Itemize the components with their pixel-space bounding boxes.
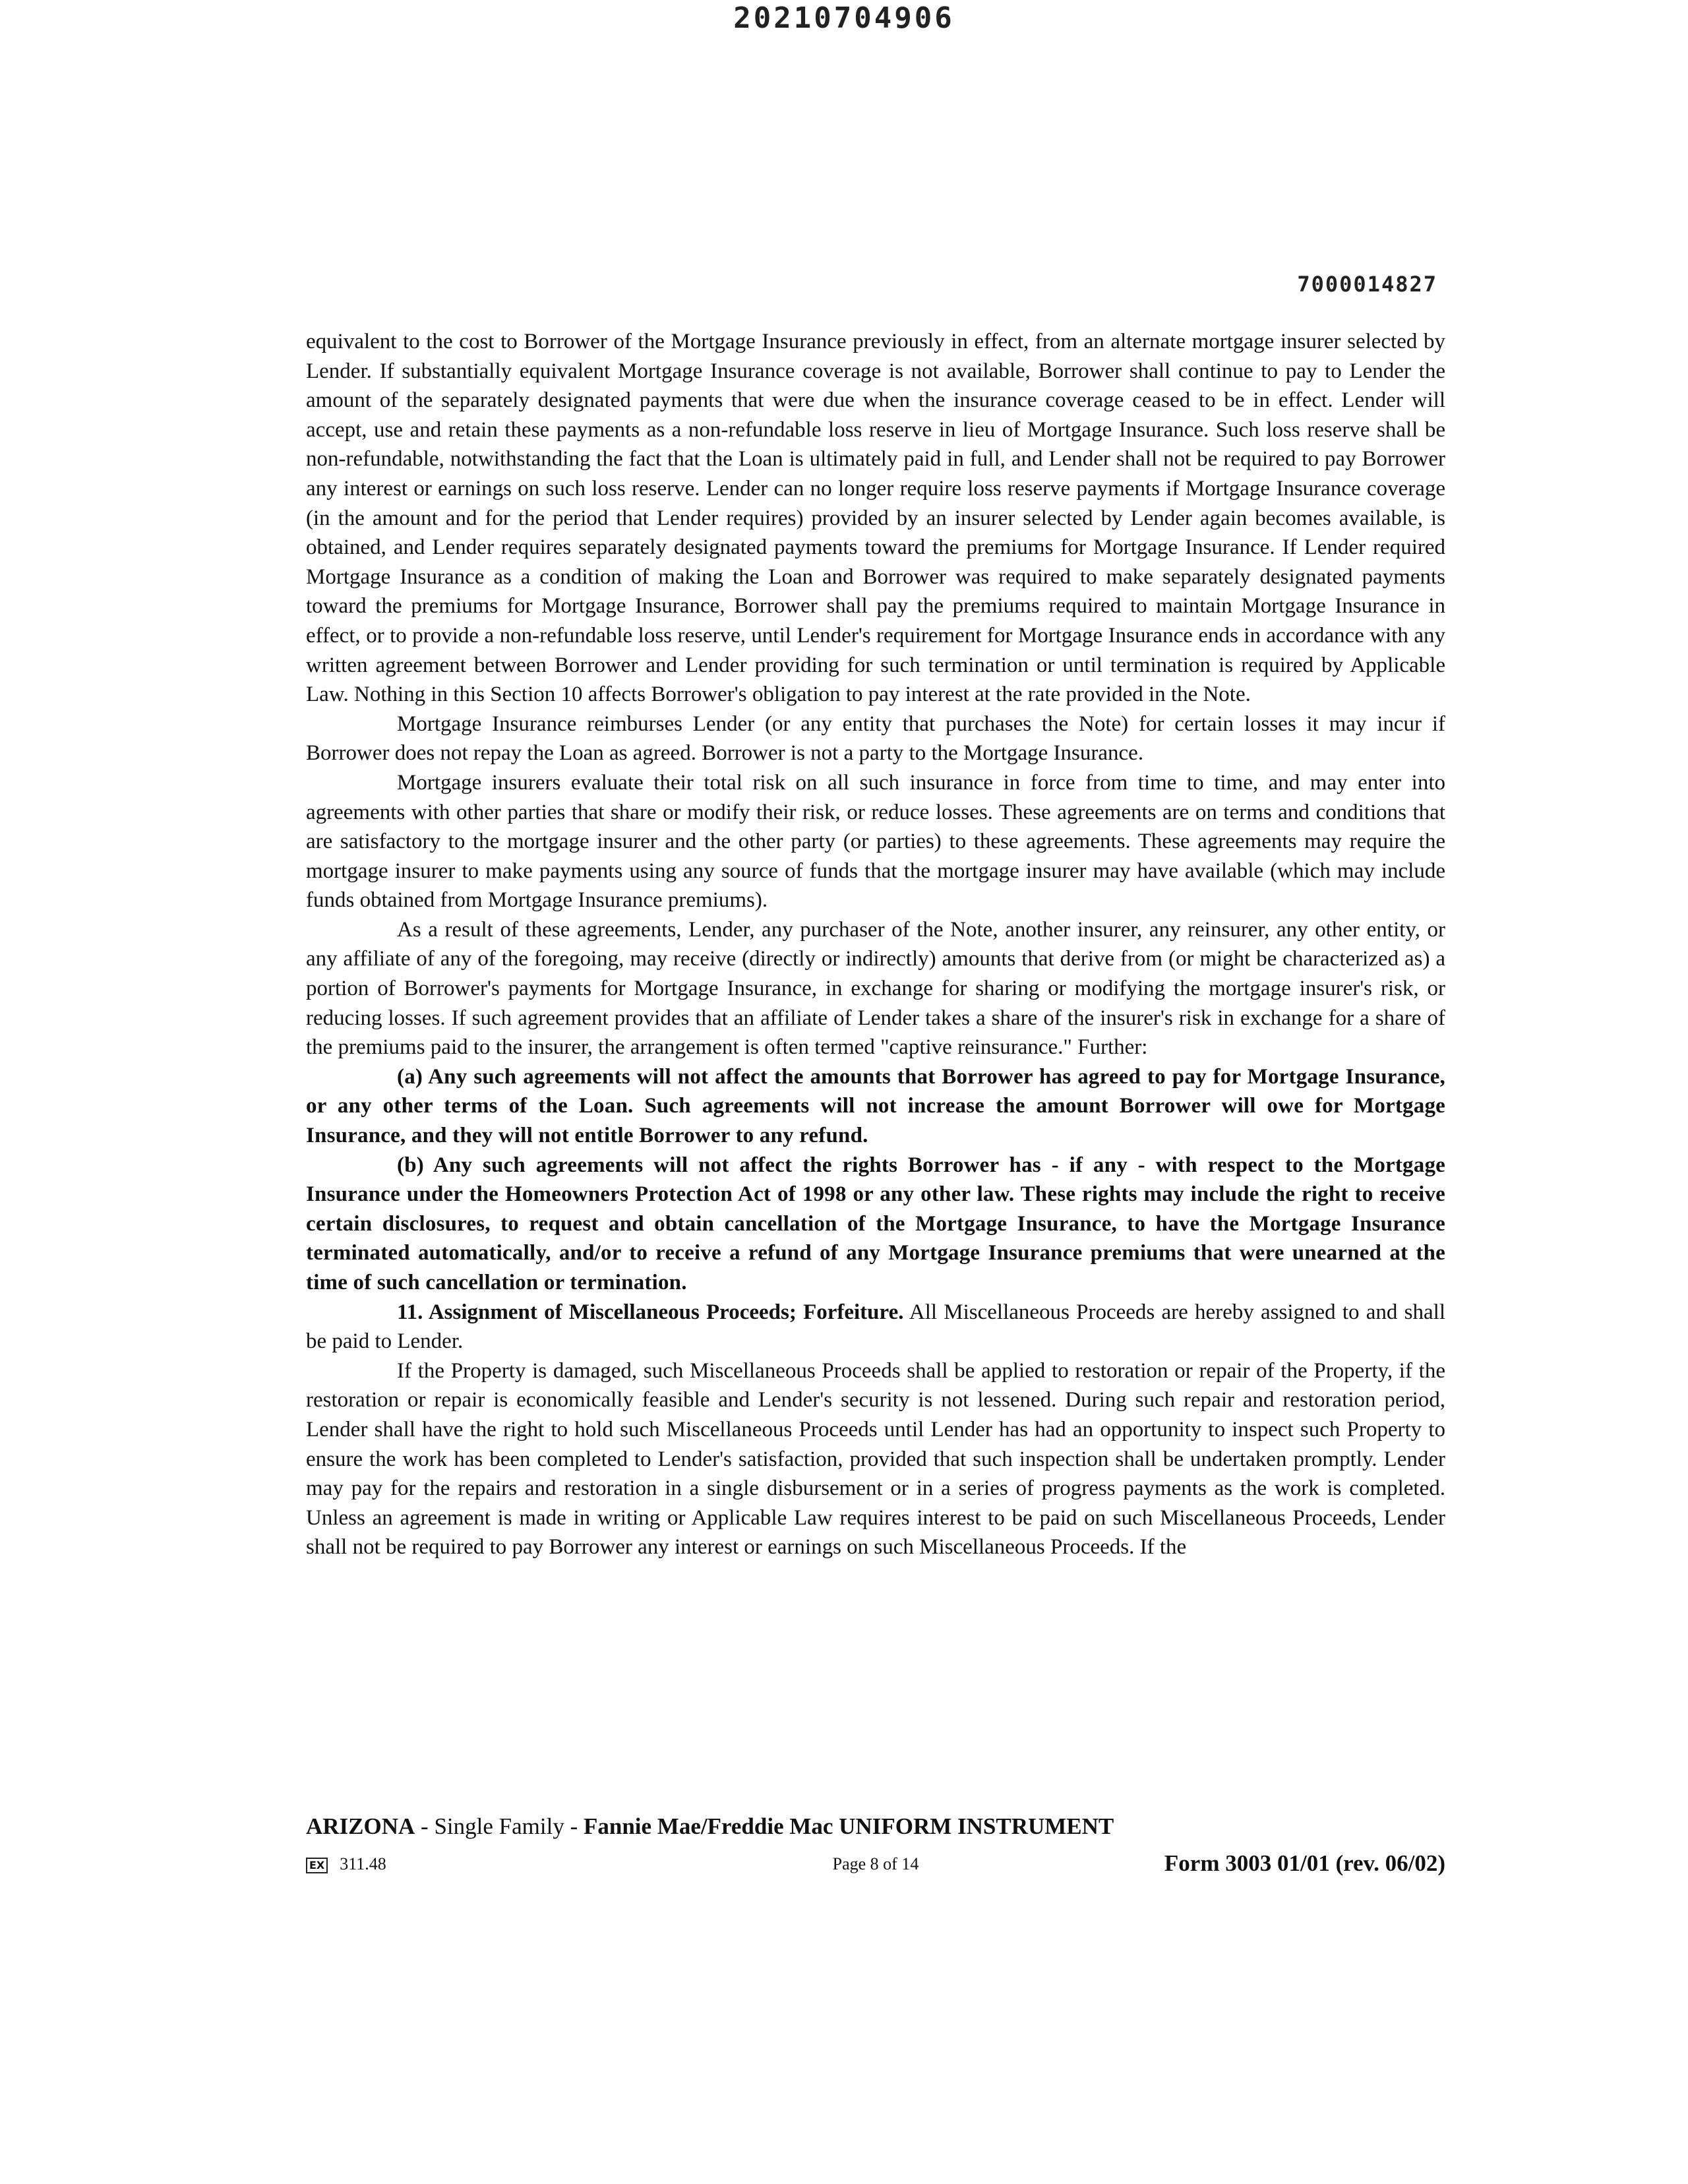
recording-number: 20210704906 [733,1,955,35]
footer-separator: - [564,1813,584,1839]
page-indicator: Page 8 of 14 [832,1854,919,1873]
paragraph-clause-b: (b) Any such agreements will not affect the rights Borrower has - if any - with respect to the Mortgage Insurance under the Homeowners Protection Act of 1998 or any other law. These rights may include the right to receive certain disclosures, to request and obtain cancellation of the Mortgage Insurance, to have the Mortgage Insurance terminated automatically, and/or to receive a refund of any Mortgage Insurance premiums that were unearned at the time of such cancellation or termination. [306,1153,1445,1294]
ellie-mae-logo-icon: EX [306,1858,328,1873]
footer-state: ARIZONA [306,1813,415,1839]
document-body [306,327,1445,1562]
footer-separator: - [415,1813,435,1839]
paragraph-clause-a: (a) Any such agreements will not affect the amounts that Borrower has agreed to pay for Mortgage Insurance, or any other terms of the Loan. Such agreements will not increase the amount Borrower will owe for Mortgage Insurance, and they will not entitle Borrower to any refund. [306,1064,1445,1148]
paragraph-section-11 [306,1298,1445,1356]
footer-instrument: Fannie Mae/Freddie Mac UNIFORM INSTRUMENT [583,1813,1114,1839]
paragraph-captive-reinsurance: As a result of these agreements, Lender, any purchaser of the Note, another insurer, any reinsurer, any other entity, or any affiliate of any of the foregoing, may receive (directly or indirectly) amounts that derive from (or might be characterized as) a portion of Borrower's payments for Mortgage Insurance, in exchange for sharing or modifying the mortgage insurer's risk, or reducing losses. If such agreement provides that an affiliate of Lender takes a share of the insurer's risk in exchange for a share of the premiums paid to the insurer, the arrangement is often termed "captive reinsurance." Further: [306,917,1445,1060]
footer-instrument-line [306,1813,1445,1840]
paragraph-property-damaged: If the Property is damaged, such Miscellaneous Proceeds shall be applied to restoration or repair of the Property, if the restoration or repair is economically feasible and Lender's security is not lessened. During such repair and restoration period, Lender shall have the right to hold such Miscellaneous Proceeds until Lender has had an opportunity to inspect such Property to ensure the work has been completed to Lender's satisfaction, provided that such inspection shall be undertaken promptly. Lender may pay for the repairs and restoration in a single disbursement or in a series of progress payments as the work is completed. Unless an agreement is made in writing or Applicable Law requires interest to be paid on such Miscellaneous Proceeds, Lender shall not be required to pay Borrower any interest or earnings on such Miscellaneous Proceeds. If the [306,1358,1445,1560]
footer-form-line [306,1850,1445,1877]
section-11-text: All Miscellaneous Proceeds are hereby assigned to and shall be paid to Lender. [306,1300,1445,1354]
form-number: Form 3003 01/01 (rev. 06/02) [1164,1850,1445,1876]
paragraph-mortgage-insurance-reimburses: Mortgage Insurance reimburses Lender (or any entity that purchases the Note) for certain losses it may incur if Borrower does not repay the Loan as agreed. Borrower is not a party to the Mortgage Insurance. [306,712,1445,766]
loan-number: 7000014827 [1297,272,1437,297]
section-11-heading: 11. Assignment of Miscellaneous Proceeds; Forfeiture. [397,1300,904,1324]
form-code-number: 311.48 [340,1854,386,1873]
paragraph-mortgage-insurance-continuation: equivalent to the cost to Borrower of the Mortgage Insurance previously in effect, from an alternate mortgage insurer selected by Lender. If substantially equivalent Mortgage Insurance coverage is not available, Borrower shall continue to pay to Lender the amount of the separately designated payments that were due when the insurance coverage ceased to be in effect. Lender will accept, use and retain these payments as a non-refundable loss reserve in lieu of Mortgage Insurance. Such loss reserve shall be non-refundable, notwithstanding the fact that the Loan is ultimately paid in full, and Lender shall not be required to pay Borrower any interest or earnings on such loss reserve. Lender can no longer require loss reserve payments if Mortgage Insurance coverage (in the amount and for the period that Lender requires) provided by an insurer selected by Lender again becomes available, is obtained, and Lender requires separately designated payments toward the premiums for Mortgage Insurance. If Lender required Mortgage Insurance as a condition of making the Loan and Borrower was required to make separately designated payments toward the premiums for Mortgage Insurance, Borrower shall pay the premiums required to maintain Mortgage Insurance in effect, or to provide a non-refundable loss reserve, until Lender's requirement for Mortgage Insurance ends in accordance with any written agreement between Borrower and Lender providing for such termination or until termination is required by Applicable Law. Nothing in this Section 10 affects Borrower's obligation to pay interest at the rate provided in the Note. [306,330,1445,707]
paragraph-mortgage-insurers-evaluate: Mortgage insurers evaluate their total risk on all such insurance in force from time to time, and may enter into agreements with other parties that share or modify their risk, or reduce losses. These agreements are on terms and conditions that are satisfactory to the mortgage insurer and the other party (or parties) to these agreements. These agreements may require the mortgage insurer to make payments using any source of funds that the mortgage insurer may have available (which may include funds obtained from Mortgage Insurance premiums). [306,770,1445,913]
form-code [306,1854,386,1874]
footer-family: Single Family [434,1813,564,1839]
